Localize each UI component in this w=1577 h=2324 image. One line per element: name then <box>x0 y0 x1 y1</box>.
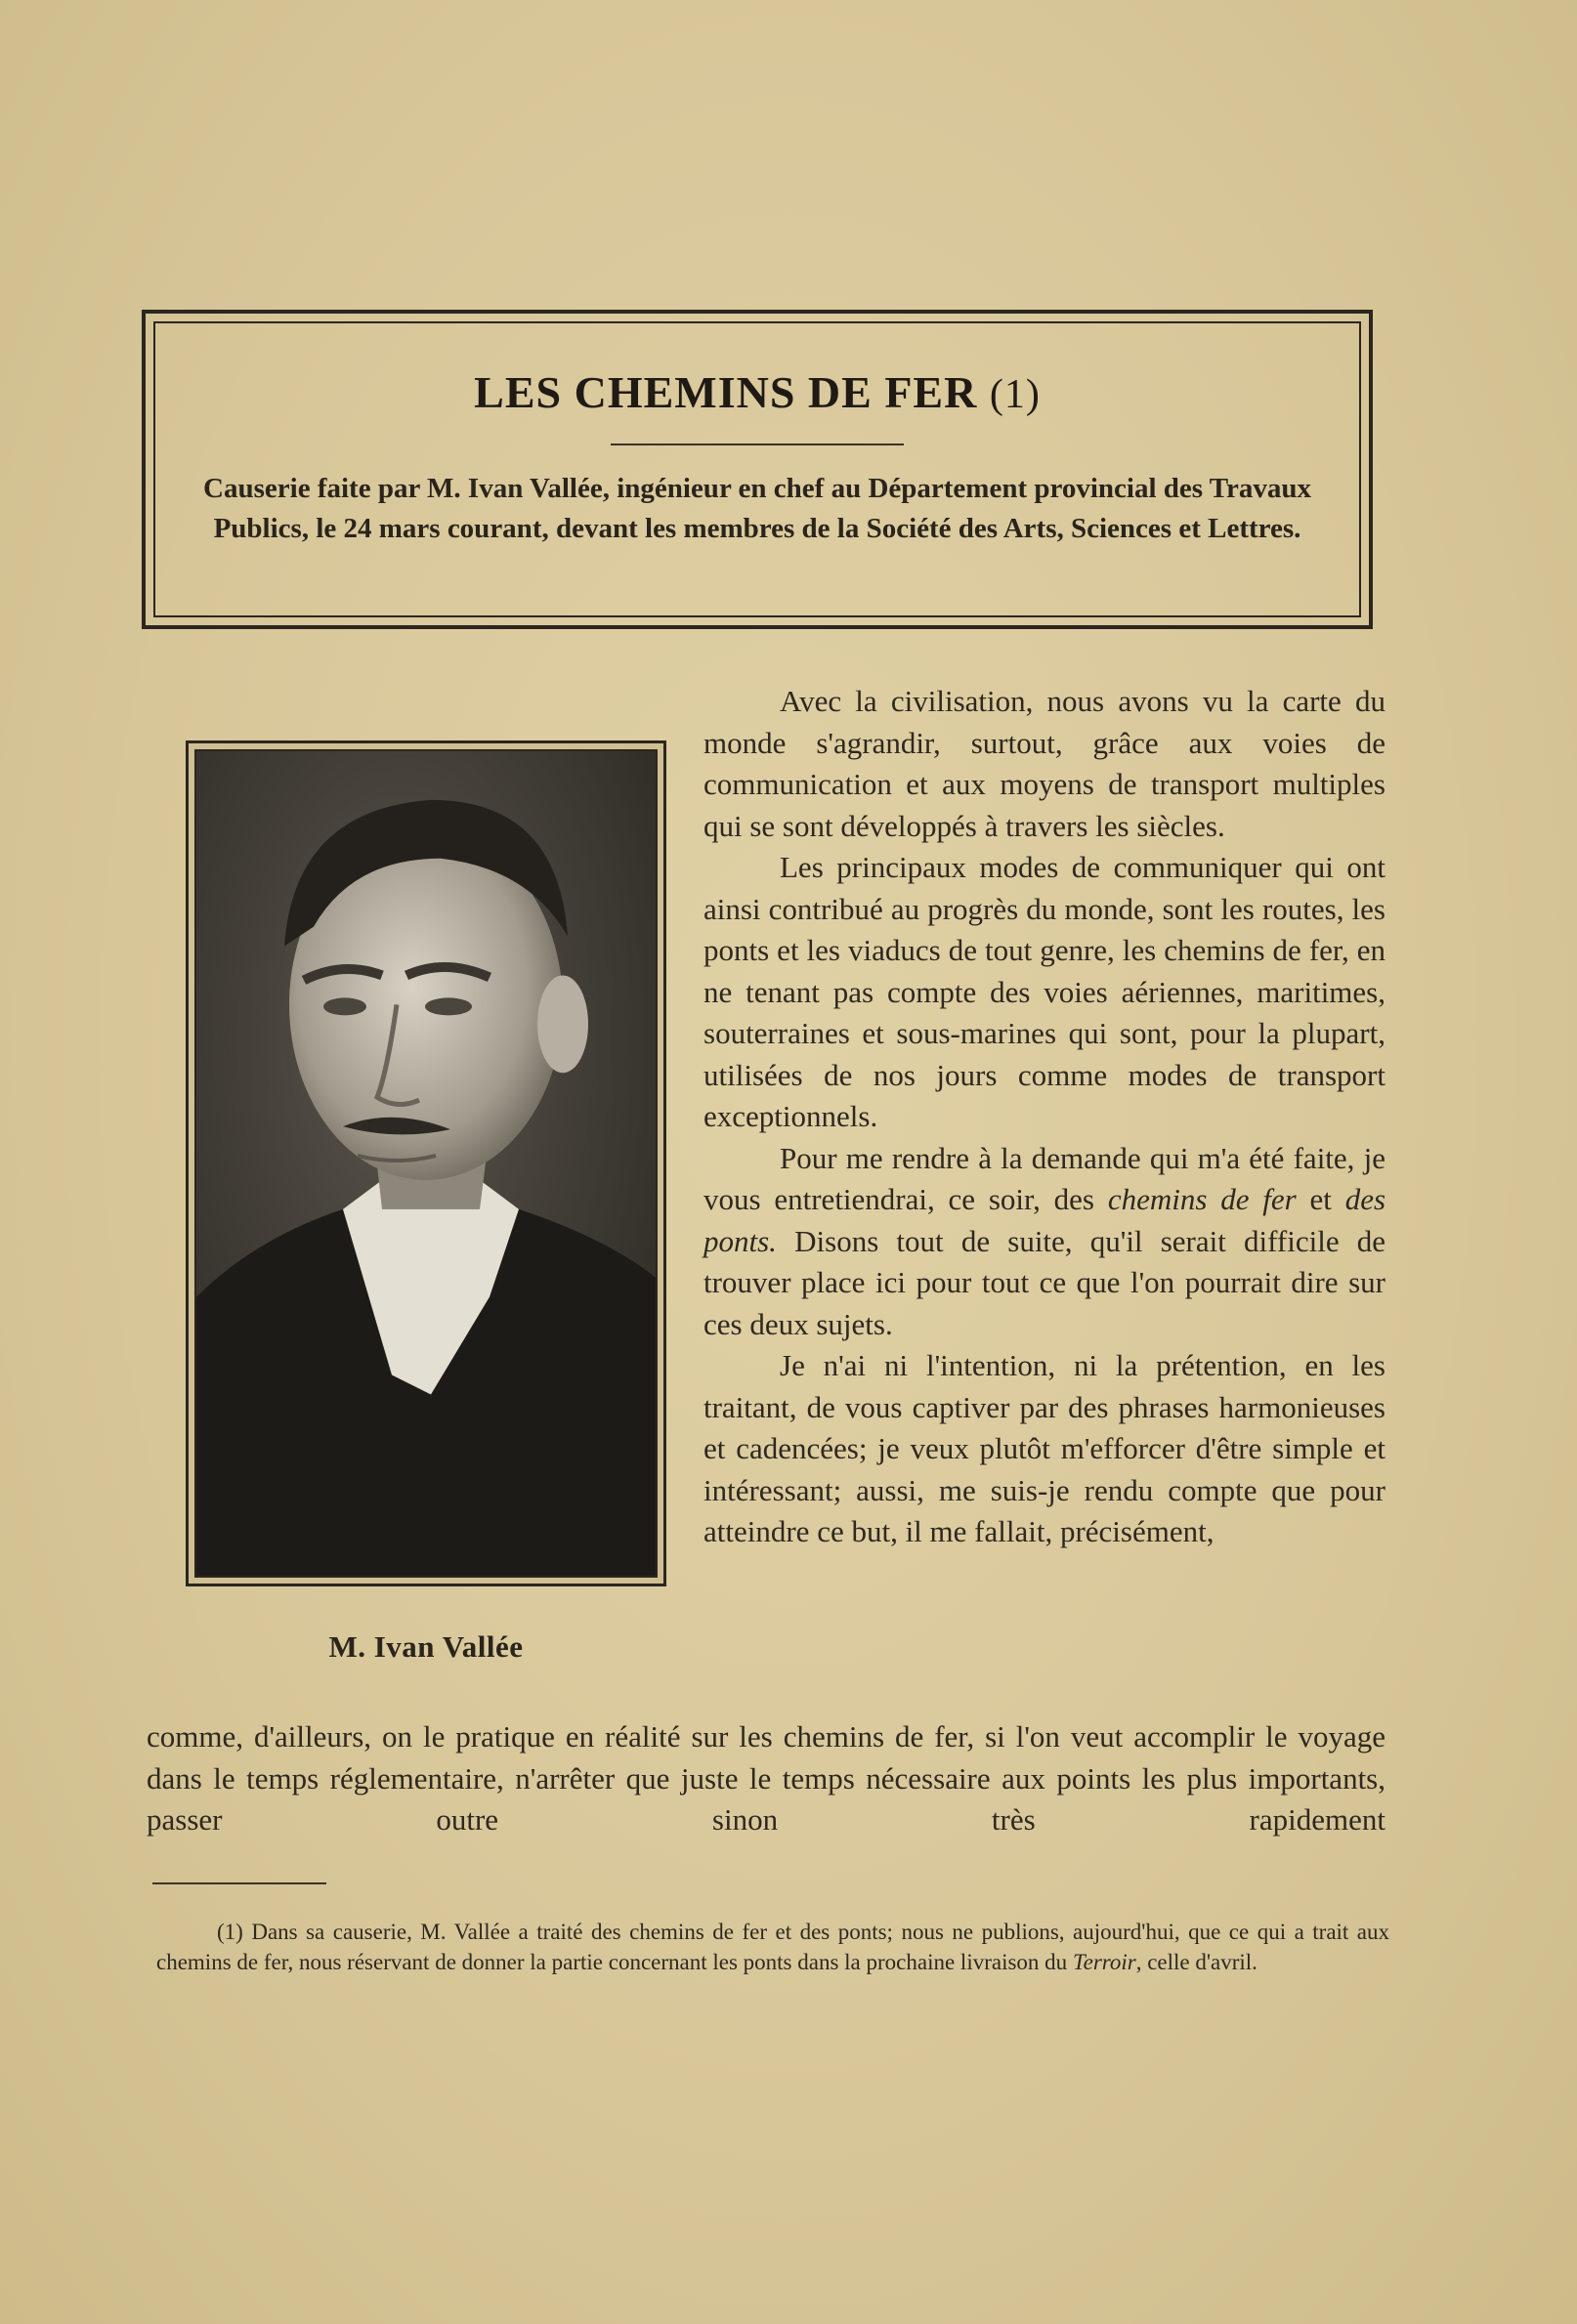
title-footnote-mark: (1) <box>989 372 1041 417</box>
portrait-photo-frame <box>186 740 666 1586</box>
emphasis-text: des ponts. <box>703 1182 1386 1258</box>
footnote-divider <box>152 1882 326 1884</box>
paragraph: Les principaux modes de communiquer qui ont ainsi contribué au progrès du monde, sont les routes, les ponts et les viaducs de tout genre, les chemins de fer, en ne tenant pas compte des voies aériennes, maritimes, souterraines et sous-marines qui sont, pour la plupart, utilisées de nos jours comme modes de transport exceptionnels. <box>703 850 1385 1133</box>
paragraph-text: et <box>1309 1182 1332 1216</box>
title-box <box>142 310 1373 629</box>
paragraph-continuation: comme, d'ailleurs, on le pratique en réalité sur les chemins de fer, si l'on veut accomplir le voyage dans le temps réglementaire, n'arrêter que juste le temps nécessaire aux points les plus importants, passer outre sinon très rapidement <box>147 1719 1385 1837</box>
portrait-photo <box>194 749 658 1578</box>
footnote-mark: (1) <box>217 1920 243 1944</box>
footnote-paragraph <box>156 1917 1389 1977</box>
footnote <box>156 1917 1389 1977</box>
article-title <box>474 366 1041 418</box>
full-width-text <box>147 1716 1385 1882</box>
paragraph: Avec la civilisation, nous avons vu la carte du monde s'agrandir, surtout, grâce aux voies de communication et aux moyens de transport multiples qui se sont développés à travers les siècles. <box>703 684 1385 843</box>
text-column <box>703 681 1385 1553</box>
title-box-inner <box>153 321 1361 617</box>
paragraph-text: Disons tout de suite, qu'il serait difficile de trouver place ici pour tout ce que l'on pourrait dire sur ces deux sujets. <box>703 1223 1386 1341</box>
footnote-text: Dans sa causerie, M. Vallée a traité des chemins de fer et des ponts; nous ne publions, aujourd'hui, que ce qui a trait aux chemins de fer, nous réservant de donner la partie concernant les ponts dans la prochaine livraison du <box>156 1920 1390 1974</box>
article-subtitle: Causerie faite par M. Ivan Vallée, ingénieur en chef au Département provincial des Travaux Publics, le 24 mars courant, devant les membres de la Société des Arts, Sciences et Lettres. <box>203 473 1311 544</box>
emphasis-text: chemins de fer <box>1107 1182 1297 1216</box>
paragraph: Je n'ai ni l'intention, ni la prétention, en les traitant, de vous captiver par des phrases harmonieuses et cadencées; je veux plutôt m'efforcer d'être simple et intéressant; aussi, me suis-je rendu compte que pour atteindre ce but, il me fallait, précisément, <box>703 1348 1385 1548</box>
paragraph-text: Pour me rendre à la demande qui m'a été faite, je vous entretiendrai, ce soir, des <box>703 1140 1385 1216</box>
footnote-text: , celle d'avril. <box>1135 1950 1257 1974</box>
portrait-caption: M. Ivan Vallée <box>328 1629 524 1664</box>
paragraph <box>703 1138 1385 1346</box>
title-divider <box>611 444 904 445</box>
portrait-illustration <box>196 751 656 1576</box>
article-title-text: LES CHEMINS DE FER <box>474 367 978 417</box>
footnote-emphasis: Terroir <box>1072 1950 1136 1974</box>
